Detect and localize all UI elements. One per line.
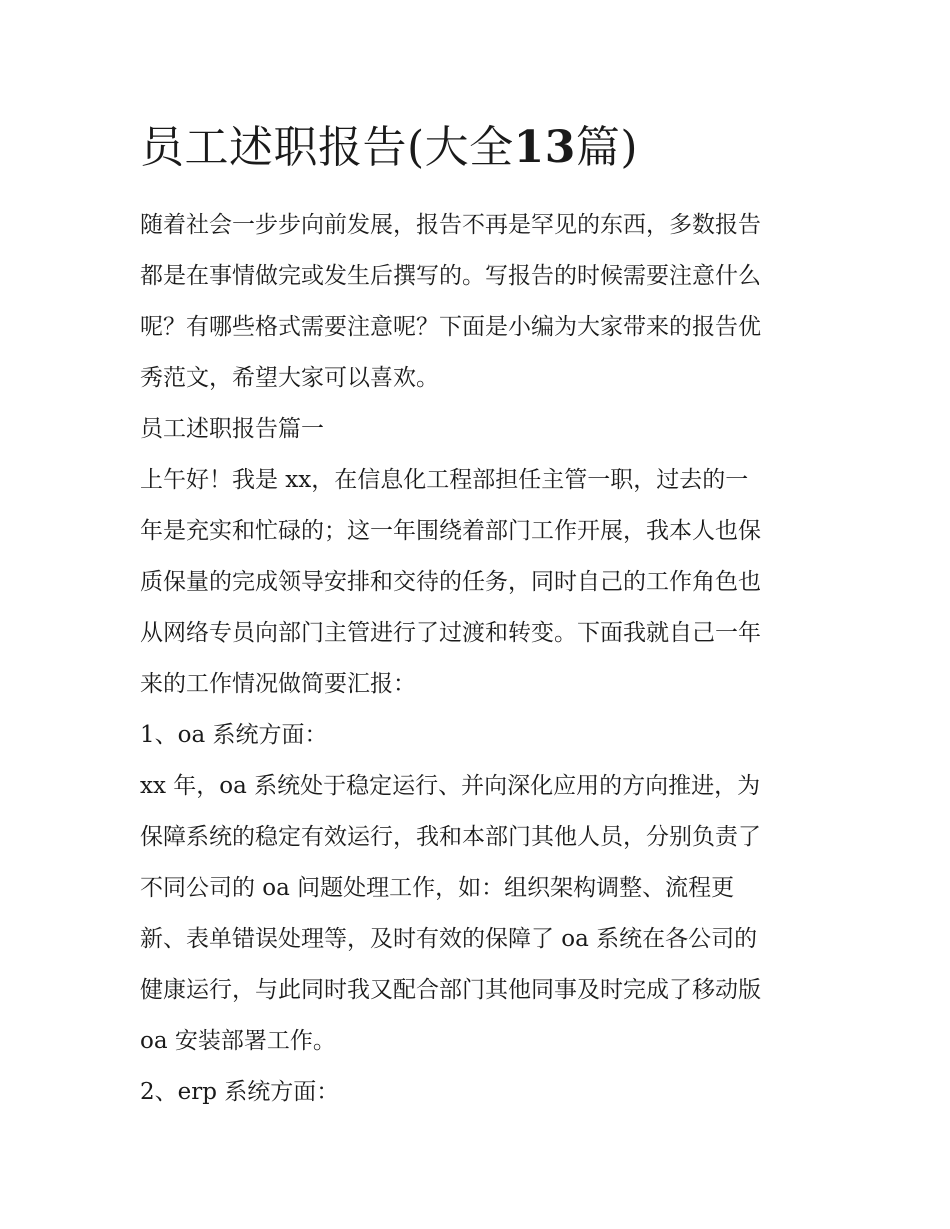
text-line: 1、oa 系统方面： — [140, 722, 328, 748]
greeting-paragraph — [140, 455, 820, 710]
subheading-erp — [140, 1067, 820, 1118]
text-line: 都是在事情做完或发生后撰写的。写报告的时候需要注意什么 — [140, 263, 761, 289]
title-number: 13 — [513, 122, 576, 173]
document-body — [140, 200, 820, 1118]
text-line: 秀范文，希望大家可以喜欢。 — [140, 365, 439, 391]
text-line: 员工述职报告篇一 — [140, 416, 324, 442]
document-content — [140, 118, 820, 1118]
subheading-oa — [140, 710, 820, 761]
text-line: 健康运行，与此同时我又配合部门其他同事及时完成了移动版 — [140, 977, 761, 1003]
text-line: 新、表单错误处理等，及时有效的保障了 oa 系统在各公司的 — [140, 926, 758, 952]
text-line: 保障系统的稳定有效运行，我和本部门其他人员，分别负责了 — [140, 824, 761, 850]
intro-paragraph — [140, 200, 820, 404]
title-suffix: 篇) — [575, 122, 639, 173]
text-line: 年是充实和忙碌的；这一年围绕着部门工作开展，我本人也保 — [140, 518, 761, 544]
text-line: oa 安装部署工作。 — [140, 1028, 336, 1054]
title-prefix: 员工述职报告(大全 — [140, 122, 514, 173]
text-line: 呢？有哪些格式需要注意呢？下面是小编为大家带来的报告优 — [140, 314, 761, 340]
text-line: 从网络专员向部门主管进行了过渡和转变。下面我就自己一年 — [140, 620, 761, 646]
document-title — [140, 118, 820, 178]
oa-paragraph — [140, 761, 820, 1067]
text-line: 不同公司的 oa 问题处理工作，如：组织架构调整、流程更 — [140, 875, 735, 901]
text-line: xx 年，oa 系统处于稳定运行、并向深化应用的方向推进，为 — [140, 773, 761, 799]
text-line: 来的工作情况做简要汇报： — [140, 671, 416, 697]
text-line: 2、erp 系统方面： — [140, 1079, 340, 1105]
text-line: 质保量的完成领导安排和交待的任务，同时自己的工作角色也 — [140, 569, 761, 595]
text-line: 随着社会一步步向前发展，报告不再是罕见的东西，多数报告 — [140, 212, 761, 238]
text-line: 上午好！我是 xx，在信息化工程部担任主管一职，过去的一 — [140, 467, 749, 493]
section-heading — [140, 404, 820, 455]
